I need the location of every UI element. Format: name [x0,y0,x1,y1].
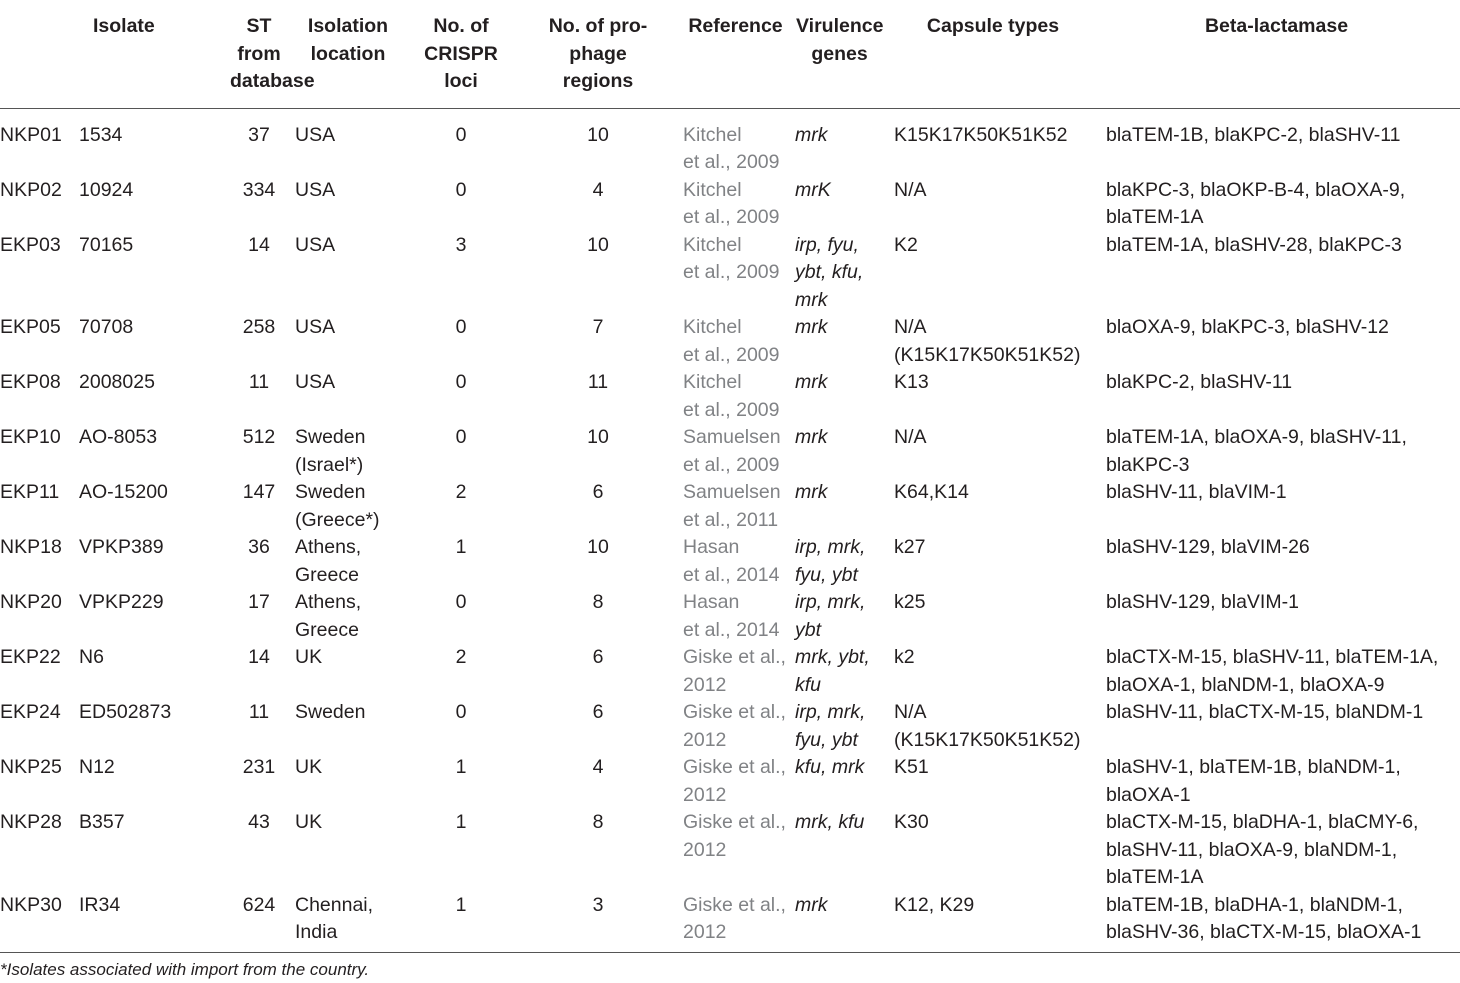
table-row [0,754,1460,809]
capsule-types-cell: k25 [894,591,926,613]
table-row [0,369,1460,424]
reference-cell: Kitchel et al., 2009 [683,316,780,366]
crispr-loci-cell: 2 [455,646,467,668]
isolate-code-cell: EKP11 [0,481,60,503]
reference-cell: Giske et al., 2012 [683,701,786,751]
crispr-loci-cell: 0 [455,123,467,146]
virulence-genes-cell: mrk [795,123,828,146]
header-row [0,0,1460,108]
st-cell: 11 [248,701,270,723]
capsule-types-cell: N/A [894,178,927,201]
reference-cell: Giske et al., 2012 [683,646,786,696]
st-cell: 624 [190,892,288,953]
reference-cell: Kitchel et al., 2009 [683,371,780,421]
prophage-regions-cell: 6 [592,481,604,503]
table-row [0,314,1460,369]
virulence-genes-cell: mrk [786,892,883,953]
table-row [0,809,1460,892]
header-reference: Reference [664,0,786,108]
table-row [0,177,1460,232]
virulence-genes-cell: mrk, ybt, kfu [795,646,870,696]
beta-lactamase-cell: blaOXA-9, blaKPC-3, blaSHV-12 [1106,316,1389,338]
crispr-loci-cell: 0 [455,371,467,393]
beta-lactamase-cell: blaSHV-129, blaVIM-26 [1106,536,1310,558]
isolate-cell: IR34 [78,892,190,953]
reference-cell: Hasan et al., 2014 [683,591,780,641]
isolate-code-cell: EKP10 [0,426,61,448]
st-cell: 37 [248,123,270,146]
isolate-code-cell: EKP05 [0,316,61,338]
location-cell: Sweden (Israel*) [295,426,366,476]
crispr-loci-cell: 1 [455,811,467,833]
prophage-regions-cell: 7 [592,316,604,338]
isolate-cell: 70708 [79,316,134,338]
st-cell: 36 [248,536,270,558]
st-cell: 17 [248,591,270,613]
isolate-cell: N12 [79,756,115,778]
isolate-cell: AO-8053 [79,426,158,448]
isolate-code-cell: EKP03 [0,233,61,256]
virulence-genes-cell: irp, mrk, ybt [795,591,866,641]
crispr-loci-cell: 0 [455,316,467,338]
isolate-code-cell: NKP18 [0,536,62,558]
table-body [0,108,1460,952]
crispr-loci-cell: 0 [455,426,467,448]
beta-lactamase-cell: blaTEM-1A, blaOXA-9, blaSHV-11, blaKPC-3 [1106,426,1407,476]
header-isolate: Isolate [78,0,190,108]
isolate-cell: VPKP229 [79,591,164,613]
prophage-regions-cell: 4 [592,178,604,201]
capsule-types-cell: N/A [894,426,927,448]
location-cell: USA [295,371,336,393]
st-cell: 14 [248,646,270,668]
table-row [0,644,1460,699]
table-row [0,589,1460,644]
crispr-loci-cell: 2 [455,481,467,503]
crispr-loci-cell: 0 [455,178,467,201]
beta-lactamase-cell: blaTEM-1B, blaKPC-2, blaSHV-11 [1106,123,1401,146]
capsule-types-cell: N/A (K15K17K50K51K52) [894,316,1081,366]
header-capsule: Capsule types [883,0,1093,108]
reference-cell: Kitchel et al., 2009 [683,178,780,228]
isolate-code-cell: NKP20 [0,591,62,613]
beta-lactamase-cell: blaSHV-11, blaVIM-1 [1106,481,1287,503]
isolate-code-cell: NKP30 [0,892,78,953]
location-cell: USA [295,316,336,338]
st-cell: 147 [242,481,276,503]
virulence-genes-cell: irp, fyu, ybt, kfu, mrk [795,233,864,311]
prophage-regions-cell: 10 [587,426,609,448]
st-cell: 258 [242,316,276,338]
table-row [0,699,1460,754]
virulence-genes-cell: mrk [795,481,828,503]
table-row [0,232,1460,315]
prophage-regions-cell: 4 [592,756,604,778]
table-row [0,424,1460,479]
location-cell: UK [295,756,323,778]
st-cell: 512 [242,426,276,448]
header-prophage: No. of pro- phage regions [524,0,664,108]
beta-lactamase-cell: blaCTX-M-15, blaSHV-11, blaTEM-1A, blaOXA-1, blaNDM-1, blaOXA-9 [1106,646,1439,696]
location-cell: USA [295,178,336,201]
isolate-code-cell: EKP24 [0,701,61,723]
isolate-cell: B357 [79,811,125,833]
table-row [0,534,1460,589]
prophage-regions-cell: 8 [592,591,604,613]
isolate-cell: ED502873 [79,701,172,723]
isolate-code-cell: NKP25 [0,756,62,778]
prophage-regions-cell: 6 [592,646,604,668]
virulence-genes-cell: mrk [795,316,828,338]
table-row [0,479,1460,534]
prophage-regions-cell: 8 [592,811,604,833]
location-cell: UK [295,811,323,833]
location-cell: USA [295,233,336,256]
beta-lactamase-cell: blaTEM-1A, blaSHV-28, blaKPC-3 [1106,233,1402,256]
location-cell: USA [295,123,336,146]
crispr-loci-cell: 1 [398,892,524,953]
capsule-types-cell: K12, K29 [883,892,1093,953]
prophage-regions-cell: 6 [592,701,604,723]
reference-cell: Giske et al., 2012 [683,756,786,806]
header-st: ST from database [190,0,288,108]
capsule-types-cell: K13 [894,371,929,393]
capsule-types-cell: K15K17K50K51K52 [894,123,1068,146]
location-cell: Chennai, India [288,892,398,953]
reference-cell: Hasan et al., 2014 [683,536,780,586]
header-beta-lactamase: Beta-lactamase [1093,0,1460,108]
location-cell: UK [295,646,323,668]
location-cell: Athens, Greece [295,536,362,586]
header-virulence: Virulence genes [786,0,883,108]
isolate-cell: AO-15200 [79,481,168,503]
beta-lactamase-cell: blaSHV-129, blaVIM-1 [1106,591,1299,613]
header-id [0,0,78,108]
header-crispr: No. of CRISPR loci [398,0,524,108]
table-row [0,892,1460,953]
capsule-types-cell: K64,K14 [894,481,969,503]
virulence-genes-cell: mrk [795,371,828,393]
st-cell: 334 [242,178,276,201]
capsule-types-cell: N/A (K15K17K50K51K52) [894,701,1081,751]
virulence-genes-cell: irp, mrk, fyu, ybt [795,701,866,751]
virulence-genes-cell: mrk [795,426,828,448]
reference-cell: Giske et al., 2012 [664,892,786,953]
virulence-genes-cell: mrk, kfu [795,811,865,833]
st-cell: 231 [242,756,276,778]
capsule-types-cell: k27 [894,536,926,558]
isolate-code-cell: EKP08 [0,371,61,393]
crispr-loci-cell: 0 [455,591,467,613]
location-cell: Sweden (Greece*) [295,481,380,531]
beta-lactamase-cell: blaCTX-M-15, blaDHA-1, blaCMY-6, blaSHV-11, blaOXA-9, blaNDM-1, blaTEM-1A [1106,811,1419,888]
reference-cell: Giske et al., 2012 [683,811,786,861]
prophage-regions-cell: 3 [524,892,664,953]
beta-lactamase-cell: blaTEM-1B, blaDHA-1, blaNDM-1, blaSHV-36, blaCTX-M-15, blaOXA-1 [1093,892,1460,953]
st-cell: 11 [248,371,270,393]
isolate-cell: 1534 [79,123,123,146]
isolate-cell: N6 [79,646,104,668]
prophage-regions-cell: 11 [587,371,609,393]
isolate-code-cell: NKP01 [0,123,62,146]
isolate-code-cell: EKP22 [0,646,61,668]
reference-cell: Samuelsen et al., 2011 [683,481,781,531]
crispr-loci-cell: 3 [455,233,467,256]
prophage-regions-cell: 10 [587,233,609,256]
st-cell: 43 [248,811,270,833]
st-cell: 14 [248,233,270,256]
prophage-regions-cell: 10 [587,536,609,558]
beta-lactamase-cell: blaKPC-2, blaSHV-11 [1106,371,1293,393]
capsule-types-cell: K30 [894,811,929,833]
reference-cell: Samuelsen et al., 2009 [683,426,781,476]
table-footnote: *Isolates associated with import from the country. [0,960,370,979]
table-row [0,108,1460,177]
isolate-cell: 70165 [79,233,134,256]
isolate-cell: 10924 [79,178,134,201]
isolate-code-cell: NKP28 [0,811,62,833]
isolate-cell: 2008025 [79,371,155,393]
reference-cell: Kitchel et al., 2009 [683,233,780,283]
reference-cell: Kitchel et al., 2009 [683,123,780,173]
prophage-regions-cell: 10 [587,123,609,146]
crispr-loci-cell: 1 [455,536,467,558]
header-location: Isolation location [288,0,398,108]
crispr-loci-cell: 1 [455,756,467,778]
beta-lactamase-cell: blaSHV-1, blaTEM-1B, blaNDM-1, blaOXA-1 [1106,756,1401,806]
capsule-types-cell: k2 [894,646,915,668]
beta-lactamase-cell: blaSHV-11, blaCTX-M-15, blaNDM-1 [1106,701,1424,723]
isolate-code-cell: NKP02 [0,178,62,201]
capsule-types-cell: K51 [894,756,929,778]
virulence-genes-cell: irp, mrk, fyu, ybt [795,536,866,586]
location-cell: Athens, Greece [295,591,362,641]
virulence-genes-cell: kfu, mrk [795,756,865,778]
isolate-cell: VPKP389 [79,536,164,558]
location-cell: Sweden [295,701,366,723]
table-header [0,0,1460,108]
beta-lactamase-cell: blaKPC-3, blaOKP-B-4, blaOXA-9, blaTEM-1A [1106,178,1406,228]
crispr-loci-cell: 0 [455,701,467,723]
capsule-types-cell: K2 [894,233,918,256]
virulence-genes-cell: mrK [795,178,831,201]
